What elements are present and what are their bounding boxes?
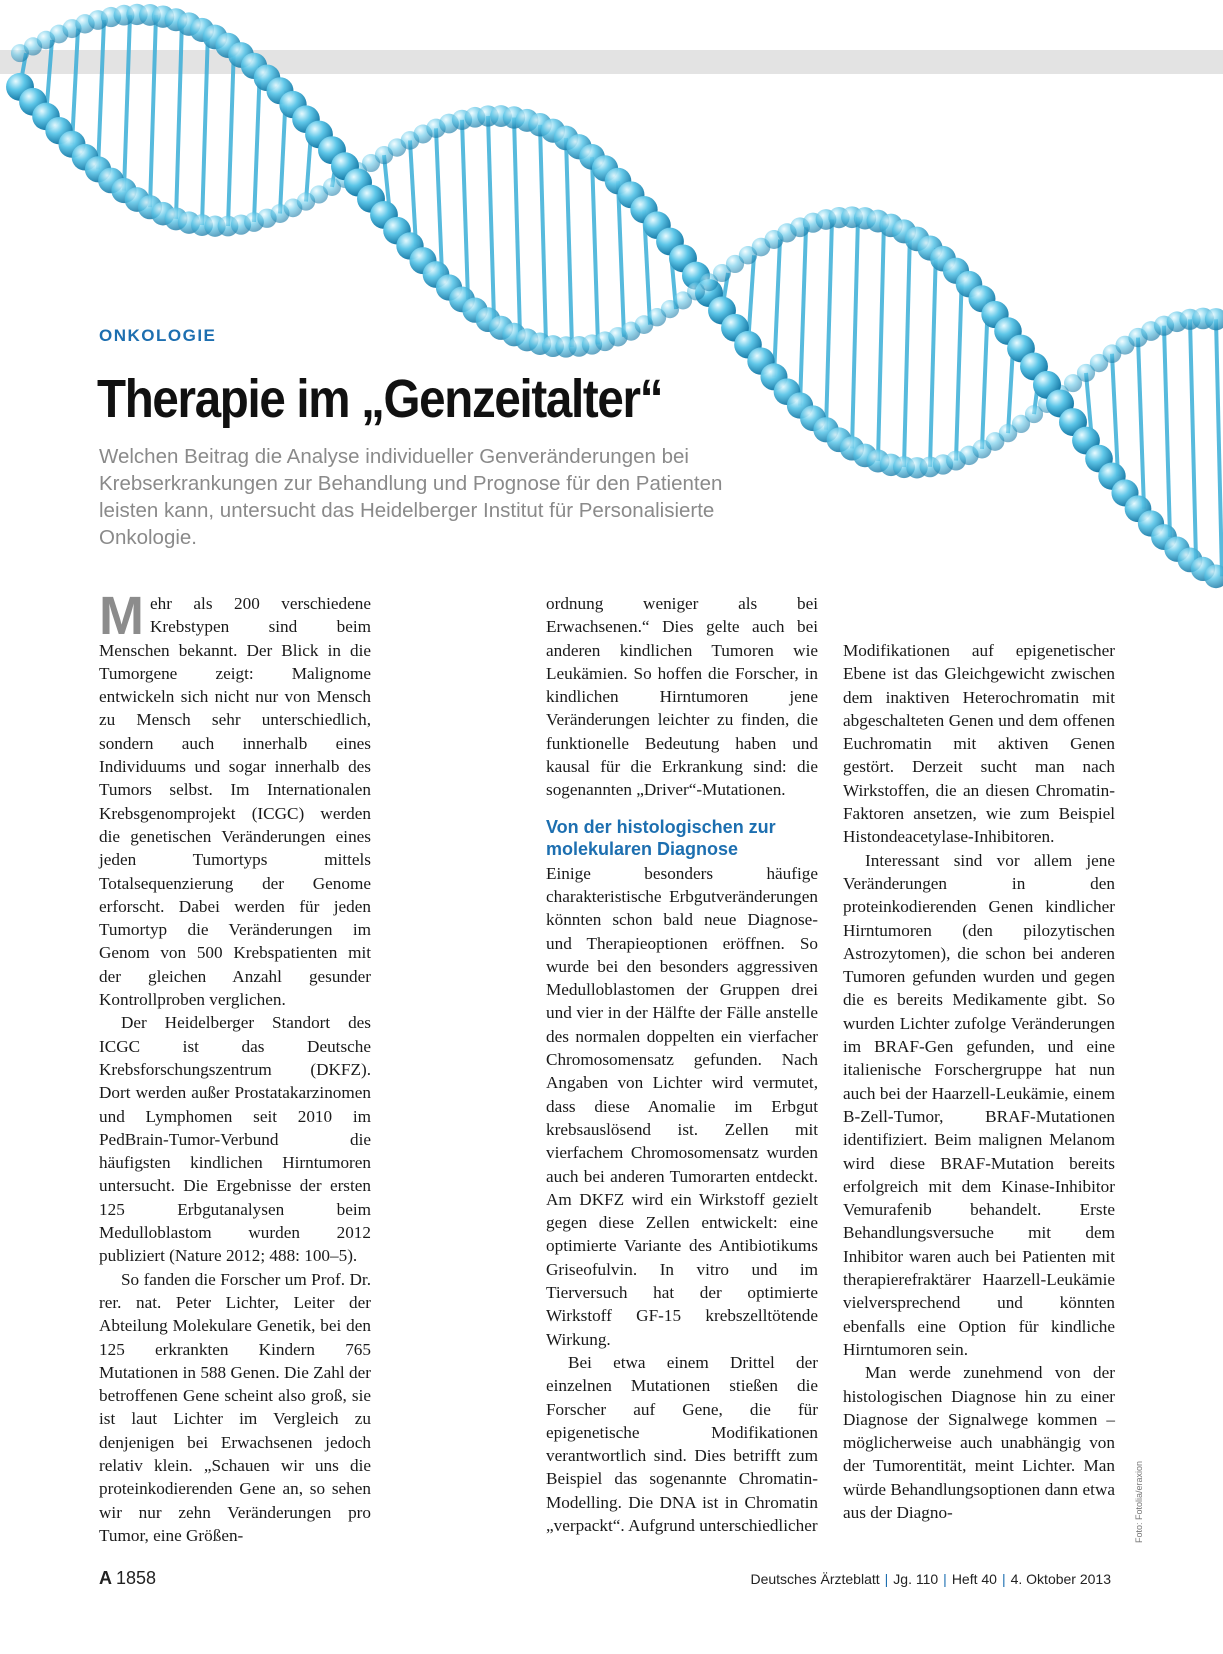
dna-rung: [514, 117, 520, 334]
journal-volume: Jg. 110: [893, 1571, 939, 1587]
dna-rung: [774, 240, 780, 377]
dna-rung: [410, 140, 416, 246]
article-lead: Welchen Beitrag die Analyse individueller Genveränderungen bei Krebserkrankungen zur Behandlung und Prognose für den Patienten leisten kann, untersucht das Heidelberger Institut für Personalisierte Onkologie.: [99, 445, 723, 549]
dna-rung: [1216, 319, 1222, 576]
section-label: ONKOLOGIE: [99, 326, 217, 345]
page-number-value: 1858: [116, 1568, 157, 1588]
dna-rung: [826, 219, 832, 429]
dna-rung: [436, 128, 442, 274]
paragraph: [99, 586, 371, 1011]
section-heading: Von der histologischen zur molekularen Diagnose: [546, 816, 776, 859]
paragraph: ordnung weniger als bei Erwachsenen.“ Dies gelte auch bei anderen kindlichen Tumoren wie Leukämien. So hoffen die Forscher, in kindlichen Hirntumoren jene Veränderungen leichter zu finden, die funktionelle Bedeutung haben und kausal für die Erkrankung sind: die sogenannten „Driver“-Mutationen.: [546, 594, 818, 800]
paragraph: Modifikationen auf epigenetischer Ebene ist das Gleichgewicht zwischen dem inaktiven Heterochromatin mit abgeschalteten Genen und dem offenen Euchromatin mit aktiven Genen gestört. Derzeit sucht man nach Wirkstoffen, die an diesen Chromatin-Faktoren ansetzen, wie zum Beispiel Histondeacetylase-Inhibitoren.: [843, 641, 1115, 847]
dna-rung: [1112, 354, 1118, 476]
dna-rung: [878, 221, 884, 461]
paragraph: So fanden die Forscher um Prof. Dr. rer. nat. Peter Lichter, Leiter der Abteilung Molekulare Genetik, bei den 125 erkrankten Kindern 765 Mutationen in 588 Genen. Die Zahl der betroffenen Gene scheint also groß, sie ist laut Lichter im Vergleich zu denjenigen bei Erwachsenen jedoch relativ klein. „Schauen wir uns die proteinkodierenden Gene an, so sehen wir nur zehn Veränderungen pro Tumor, eine Größen-: [99, 1269, 371, 1545]
paragraph: Der Heidelberger Standort des ICGC ist das Deutsche Krebsforschungszentrum (DKFZ). Dort werden außer Prostatakarzinomen und Lymphomen seit 2010 im PedBrain-Tumor-Verbund die häufigsten kindlichen Hirntumoren untersucht. Die Ergebnisse der ersten 125 Erbgutanalysen beim Medulloblastom wurden 2012 publiziert (Nature 2012; 488: 100–5).: [99, 1013, 371, 1266]
dna-rung: [98, 20, 104, 169]
page-number: [99, 1568, 156, 1589]
dna-rung: [566, 138, 572, 347]
text-column-2: [546, 592, 818, 1537]
page-prefix: A: [99, 1568, 112, 1588]
photo-credit: Foto: Fotolia/eraxion: [1134, 1460, 1144, 1543]
drop-cap: M: [99, 586, 144, 646]
separator: |: [943, 1571, 947, 1587]
text-column-3: [843, 639, 1115, 1524]
dna-rung: [1164, 326, 1170, 537]
dna-rung: [176, 20, 182, 219]
dna-rung: [254, 66, 260, 222]
paragraph: Bei etwa einem Drittel der einzelnen Mutationen stießen die Forscher auf Gene, die für epigenetische Modifikationen verantwortlich sind. Dies betrifft zum Beispiel das sogenannte Chromatin-Modelling. Die DNA ist in Chromatin „verpackt“. Aufgrund unterschiedlicher: [546, 1352, 818, 1535]
separator: |: [884, 1571, 889, 1587]
dna-rung: [956, 271, 962, 461]
paragraph: Man werde zunehmend von der histologischen Diagnose hin zu einer Diagnose der Signalwege kommen – möglicherweise auch unabhängig von der Tumorentität, meint Lichter. Man würde Behandlungsoptionen dann etwa aus der Diagno-: [843, 1363, 1115, 1522]
dna-rung: [1190, 319, 1196, 560]
dna-rung: [202, 30, 208, 225]
article-title: Therapie im „Genzeitalter“: [97, 369, 663, 429]
journal-issue: Heft 40: [951, 1571, 997, 1587]
dna-rung: [540, 125, 546, 344]
separator: |: [1001, 1571, 1006, 1587]
dna-rung: [124, 15, 130, 190]
dna-rung: [150, 15, 156, 207]
dna-rung: [488, 116, 494, 320]
dna-rung: [462, 120, 468, 300]
paragraph: Einige besonders häufige charakteristische Erbgutveränderungen könnten schon bald neue Diagnose- und Therapieoptionen eröffnen. So wurde bei den besonders aggressiven Medulloblastomen der Gruppen drei und vier in der Hälfte der Fälle anstelle des normalen doppelten ein vierfacher Chromosomensatz gefunden. Nach Angaben von Lichter wird vermutet, dass diese Anomalie im Erbgut krebsauslösend ist. Zellen mit vierfachem Chromosomensatz wurden auch bei anderen Tumorarten entdeckt. Am DKFZ wird ein Wirkstoff gezielt gegen diese Zellen entwickelt: eine optimierte Variante des Antibiotikums Griseofulvin. In vitro und im Tierversuch hat der optimierte Wirkstoff GF-15 krebszelltötende Wirkung.: [546, 863, 818, 1349]
dna-rung: [852, 217, 858, 448]
dna-rung: [228, 45, 234, 226]
dna-rung: [72, 29, 78, 145]
paragraph: Interessant sind vor allem jene Veränderungen in den proteinkodierenden Genen kindlicher Hirntumoren (den pilozytischen Astrozytomen), die schon bei anderen Tumoren gefunden wurden und gegen die es bereits Medikamente gibt. So wurden Lichter zufolge Veränderungen im BRAF-Gen gefunden, und eine italienische Forschergruppe hat nun auch bei der Haarzell-Leukämie, einem B-Zell-Tumor, BRAF-Mutationen identifiziert. Beim malignen Melanom wird diese BRAF-Mutation bereits erfolgreich mit dem Kinase-Inhibitor Vemurafenib behandelt. Erste Behandlungsversuche mit dem Inhibitor waren auch bei Patienten mit therapierefraktärer Haarzell-Leukämie vielversprechend und könnten ebenfalls eine Option für kindliche Hirntumoren sein.: [843, 850, 1115, 1359]
text-column-1: [99, 586, 371, 1547]
issue-date: 4. Oktober 2013: [1010, 1571, 1111, 1587]
dna-rung: [930, 248, 936, 467]
dna-rung: [800, 227, 806, 405]
dna-rung: [592, 157, 598, 345]
paragraph-text: ehr als 200 verschiedene Krebstypen sind beim Menschen bekannt. Der Blick in die Tumorgene zeigt: Malignome entwickeln sich nicht nur von Mensch zu Mensch sehr unterschiedlich, sondern auch innerhalb eines Individuums und sogar innerhalb des Tumors selbst. Im Internationalen Krebsgenomprojekt (ICGC) werden die genetischen Veränderungen eines jeden Tumortyps mittels Totalsequenzierung der Genome erforscht. Dabei werden für jeden Tumortyp die Veränderungen im Genom von 500 Krebspatienten mit der gleichen Anzahl gesunder Kontrollproben verglichen.: [99, 594, 371, 1010]
dna-rung: [1138, 338, 1144, 509]
dna-rung: [904, 231, 910, 467]
footer-info: [750, 1571, 1111, 1587]
journal-name: Deutsches Ärzteblatt: [750, 1571, 880, 1587]
